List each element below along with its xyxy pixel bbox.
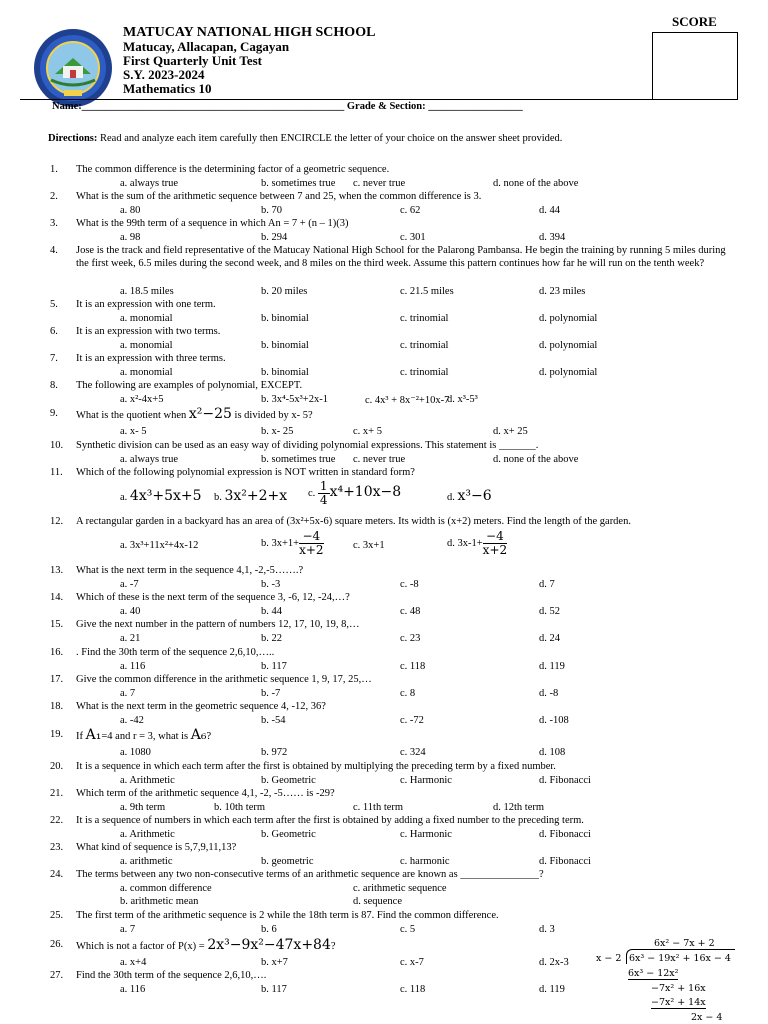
question-4 [0,245,768,285]
option-d[interactable]: d. 44 [539,205,560,216]
question-text-part: =4 and r = 3, what is [101,731,189,742]
question-text [76,408,738,423]
question-number: 25. [50,910,64,921]
math-expression: x²−25 [188,406,232,422]
option-d[interactable]: d. Fibonacci [539,829,591,840]
option-c[interactable]: c. Harmonic [400,829,452,840]
option-c[interactable]: c. never true [353,454,406,465]
question-number: 22. [50,815,64,826]
question-text: What is the next term in the geometric sequence 4, -12, 36? [76,701,326,712]
question-text: What is the sum of the arithmetic sequence between 7 and 25, when the common difference is 3. [76,191,482,202]
option-d[interactable]: d. 23 miles [539,286,586,297]
option-a[interactable]: a. 80 [120,205,141,216]
option-a[interactable] [120,488,202,504]
option-d[interactable]: d. Fibonacci [539,856,591,867]
option-b[interactable] [261,530,324,557]
question-text-part: If [76,731,83,742]
fraction-denominator: 4 [319,493,328,507]
option-a[interactable]: a. always true [120,178,179,189]
option-c[interactable]: c. 48 [400,606,421,617]
fraction [483,530,507,557]
question-number: 14. [50,592,64,603]
option-b[interactable]: b. binomial [261,340,309,351]
school-seal-logo [33,28,113,108]
question-number: 21. [50,788,64,799]
question-number: 23. [50,842,64,853]
fraction-denominator: x+2 [482,543,508,557]
option-text: d. 3x-1+ [447,537,483,549]
question-number: 1. [50,164,58,175]
fraction [318,480,330,507]
ld-quotient: 6x² − 7x + 2 [654,938,715,949]
question-number: 7. [50,353,58,364]
ld-dividend: 6x³ − 19x² + 16x − 4 [629,953,731,964]
option-c[interactable]: c. x+ 5 [353,426,382,437]
question-number: 20. [50,761,64,772]
option-a[interactable]: a. x²-4x+5 [120,394,164,405]
option-c[interactable]: c. 3x+1 [353,540,385,551]
option-d[interactable]: d. 119 [539,661,565,672]
option-a[interactable]: a. x- 5 [120,426,147,437]
question-text [76,729,738,744]
option-d[interactable]: d. 2x-3 [539,957,569,968]
option-c[interactable]: c. x-7 [400,957,424,968]
option-d[interactable]: d. polynomial [539,313,598,324]
option-c[interactable]: c. 8 [400,688,416,699]
option-b[interactable]: b. x- 25 [261,426,294,437]
option-a[interactable]: a. monomial [120,367,173,378]
question-number: 16. [50,647,64,658]
option-a[interactable]: a. 116 [120,661,146,672]
option-a[interactable]: a. 98 [120,232,141,243]
fraction-numerator: −4 [299,530,323,544]
option-letter: c. [308,487,316,499]
option-b[interactable]: b. 117 [261,661,287,672]
question-number: 8. [50,380,58,391]
option-letter: d. [447,492,455,503]
option-c[interactable]: c. -8 [400,579,419,590]
question-text-part: Which is not a factor of P(x) = [76,941,205,952]
option-a[interactable]: a. 7 [120,924,136,935]
question-text: A rectangular garden in a backyard has an area of (3x²+5x-6) square meters. Its width is (x+2) meters. Find the length of the garden. [76,516,631,527]
option-a[interactable]: a. 116 [120,984,146,995]
option-b[interactable]: b. x+7 [261,957,288,968]
ld-divisor: x − 2 [596,953,622,964]
question-text: Synthetic division can be used as an easy way of dividing polynomial expressions. This statement is _______. [76,440,539,451]
question-text: Which of these is the next term of the sequence 3, -6, 12, -24,…? [76,592,350,603]
option-d[interactable]: d. 12th term [493,802,545,813]
question-text: What is the next term in the sequence 4,1, -2,-5…….? [76,565,304,576]
option-a[interactable]: a. -42 [120,715,144,726]
option-b[interactable]: b. sometimes true [261,454,336,465]
question-text: Find the 30th term of the sequence 2,6,10,…. [76,970,267,981]
question-text-part: What is the quotient when [76,410,187,421]
option-a[interactable]: a. Arithmetic [120,775,175,786]
name-label: Name: [52,101,82,112]
option-d[interactable]: d. 3 [539,924,555,935]
question-number: 4. [50,245,58,256]
option-d[interactable]: d. 394 [539,232,566,243]
question-text: Give the next number in the pattern of numbers 12, 17, 10, 19, 8,… [76,619,360,630]
question-number: 12. [50,516,64,527]
question-text: The following are examples of polynomial, EXCEPT. [76,380,303,391]
question-text: . Find the 30th term of the sequence 2,6,10,….. [76,647,275,658]
question-number: 19. [50,729,64,740]
option-c[interactable]: c. trinomial [400,340,449,351]
question-text: The first term of the arithmetic sequence is 2 while the 18th term is 87. Find the common difference. [76,910,499,921]
option-c[interactable]: c. 23 [400,633,421,644]
option-text: b. 3x+1+ [261,537,300,549]
math-expression: A₁ [85,727,102,743]
option-b[interactable]: b. 3x⁴-5x³+2x-1 [261,394,328,405]
option-a[interactable]: a. 21 [120,633,141,644]
fraction-denominator: x+2 [299,543,324,557]
question-text: Which term of the arithmetic sequence 4,1, -2, -5…… is -29? [76,788,335,799]
option-a[interactable]: a. monomial [120,313,173,324]
option-c[interactable]: c. never true [353,178,406,189]
option-b[interactable]: b. 6 [261,924,277,935]
option-b[interactable]: b. 70 [261,205,282,216]
question-text: What is the 99th term of a sequence in which An = 7 + (n – 1)(3) [76,218,349,229]
option-a[interactable]: a. 40 [120,606,141,617]
option-b[interactable]: b. 117 [261,984,287,995]
option-b[interactable]: b. sometimes true [261,178,336,189]
option-c[interactable]: c. Harmonic [400,775,452,786]
option-letter: b. [214,492,222,503]
long-division-figure [596,938,736,1024]
question-number: 13. [50,565,64,576]
option-d[interactable]: d. sequence [353,896,402,907]
option-letter: a. [120,492,128,503]
option-b[interactable]: b. 10th term [214,802,266,813]
score-box [652,32,738,100]
option-d[interactable]: d. x³-5³ [447,394,478,405]
option-d[interactable]: d. 52 [539,606,560,617]
header-divider [20,99,736,100]
question-text: Give the common difference in the arithmetic sequence 1, 9, 17, 25,… [76,674,372,685]
option-a[interactable]: a. -7 [120,579,139,590]
question-text: Which of the following polynomial expression is NOT written in standard form? [76,467,415,478]
option-a[interactable]: a. common difference [120,883,212,894]
score-label: SCORE [672,14,717,29]
option-a[interactable]: a. Arithmetic [120,829,175,840]
question-number: 15. [50,619,64,630]
option-b[interactable]: b. Geometric [261,775,316,786]
school-header [123,26,375,96]
fraction [299,530,323,557]
option-c[interactable] [308,480,401,507]
question-text: It is an expression with one term. [76,299,216,310]
option-a[interactable]: a. x+4 [120,957,147,968]
question-number: 17. [50,674,64,685]
option-c[interactable]: c. 5 [400,924,416,935]
option-c[interactable]: c. trinomial [400,367,449,378]
option-c[interactable]: c. 11th term [353,802,404,813]
option-b[interactable]: b. geometric [261,856,314,867]
fraction-numerator: 1 [319,479,328,493]
school-year: S.Y. 2023-2024 [123,67,205,82]
option-b[interactable]: b. -3 [261,579,281,590]
option-d[interactable]: d. -108 [539,715,569,726]
option-d[interactable]: d. x+ 25 [493,426,528,437]
question-text-part: ? [330,941,336,952]
question-number: 5. [50,299,58,310]
option-d[interactable]: d. 7 [539,579,555,590]
option-c[interactable]: c. 4x³ + 8x⁻²+10x-7 [365,395,450,406]
option-a[interactable]: a. 7 [120,688,136,699]
fraction-numerator: −4 [483,530,507,544]
question-text: The common difference is the determining factor of a geometric sequence. [76,164,390,175]
option-d[interactable]: d. none of the above [493,178,579,189]
math-expression: 4x³+5x+5 [129,488,202,504]
math-expression: A₆ [190,727,207,743]
school-name: MATUCAY NATIONAL HIGH SCHOOL [123,25,376,40]
question-text: It is an expression with three terms. [76,353,226,364]
option-d[interactable] [447,530,507,557]
option-c[interactable]: c. 118 [400,661,426,672]
question-text: The terms between any two non-consecutive terms of an arithmetic sequence are known as _______________? [76,869,544,880]
directions [48,133,562,144]
directions-label: Directions: [48,133,98,144]
grade-section-label: Grade & Section: [346,101,426,112]
question-text: It is a sequence in which each term after the first is obtained by multiplying the preceding term by a fixed number. [76,761,556,772]
option-b[interactable]: b. -7 [261,688,281,699]
option-b[interactable]: b. arithmetic mean [120,896,199,907]
option-b[interactable]: b. Geometric [261,829,316,840]
option-a[interactable]: a. 3x³+11x²+4x-12 [120,540,199,551]
option-c[interactable]: c. 324 [400,747,426,758]
option-a[interactable]: a. arithmetic [120,856,173,867]
option-b[interactable]: b. binomial [261,313,309,324]
option-c[interactable]: c. trinomial [400,313,449,324]
math-expression: x³−6 [457,488,492,504]
question-text [76,939,596,954]
option-b[interactable]: b. 972 [261,747,288,758]
math-expression: 3x²+2+x [224,488,288,504]
ld-remainder-1: −7x² + 16x [651,983,706,994]
ld-subtract-2: −7x² + 14x [651,997,706,1008]
question-number: 3. [50,218,58,229]
option-a[interactable]: a. 1080 [120,747,151,758]
subject: Mathematics 10 [123,81,212,96]
question-text: It is an expression with two terms. [76,326,221,337]
option-c[interactable]: c. 301 [400,232,426,243]
option-d[interactable]: d. polynomial [539,340,598,351]
name-row [52,101,523,112]
grade-section-field[interactable]: __________________ [428,101,523,112]
question-number: 27. [50,970,64,981]
question-text: It is a sequence of numbers in which each term after the first is obtained by adding a fixed number to the preceding term. [76,815,584,826]
option-d[interactable]: d. 108 [539,747,566,758]
option-d[interactable]: d. polynomial [539,367,598,378]
ld-remainder-2: 2x − 4 [691,1012,723,1023]
option-a[interactable]: a. monomial [120,340,173,351]
option-d[interactable]: d. -8 [539,688,559,699]
option-a[interactable]: a. 9th term [120,802,166,813]
option-c[interactable]: c. harmonic [400,856,450,867]
option-b[interactable]: b. -54 [261,715,286,726]
option-a[interactable]: a. 18.5 miles [120,286,174,297]
ld-subtract-1: 6x³ − 12x² [628,968,679,979]
math-expression: x⁴+10x−8 [329,483,402,500]
option-c[interactable]: c. 62 [400,205,421,216]
exam-title: First Quarterly Unit Test [123,53,263,68]
option-b[interactable]: b. 294 [261,232,288,243]
option-b[interactable]: b. binomial [261,367,309,378]
option-d[interactable] [447,488,492,504]
question-text: Jose is the track and field representative of the Matucay National High School for the Palarong Pambansa. He begin the training by running 5 miles during the first week, 6.5 miles during the second week, and 8 miles on the third week. Assume this pattern continues how far he will run on the tenth week? [76,245,726,269]
option-b[interactable] [214,488,287,504]
question-text: What kind of sequence is 5,7,9,11,13? [76,842,237,853]
option-d[interactable]: d. 24 [539,633,560,644]
question-number: 10. [50,440,64,451]
option-c[interactable]: c. 21.5 miles [400,286,454,297]
question-number: 24. [50,869,64,880]
option-d[interactable]: d. Fibonacci [539,775,591,786]
option-b[interactable]: b. 20 miles [261,286,308,297]
question-number: 26. [50,939,64,950]
option-c[interactable]: c. arithmetic sequence [353,883,447,894]
question-number: 9. [50,408,58,419]
option-b[interactable]: b. 44 [261,606,282,617]
question-number: 11. [50,467,63,478]
question-text-part: ? [206,731,212,742]
school-address: Matucay, Allacapan, Cagayan [123,39,290,54]
question-number: 2. [50,191,58,202]
option-c[interactable]: c. -72 [400,715,424,726]
option-d[interactable]: d. none of the above [493,454,579,465]
question-number: 6. [50,326,58,337]
option-b[interactable]: b. 22 [261,633,282,644]
math-expression: 2x³−9x²−47x+84 [207,937,331,953]
question-text-part: is divided by x- 5? [234,410,313,421]
option-d[interactable]: d. 119 [539,984,565,995]
option-a[interactable]: a. always true [120,454,179,465]
directions-text: Read and analyze each item carefully then ENCIRCLE the letter of your choice on the answer sheet provided. [100,133,563,144]
question-number: 18. [50,701,64,712]
option-c[interactable]: c. 118 [400,984,426,995]
name-field[interactable]: __________________________________________________ [81,101,345,112]
